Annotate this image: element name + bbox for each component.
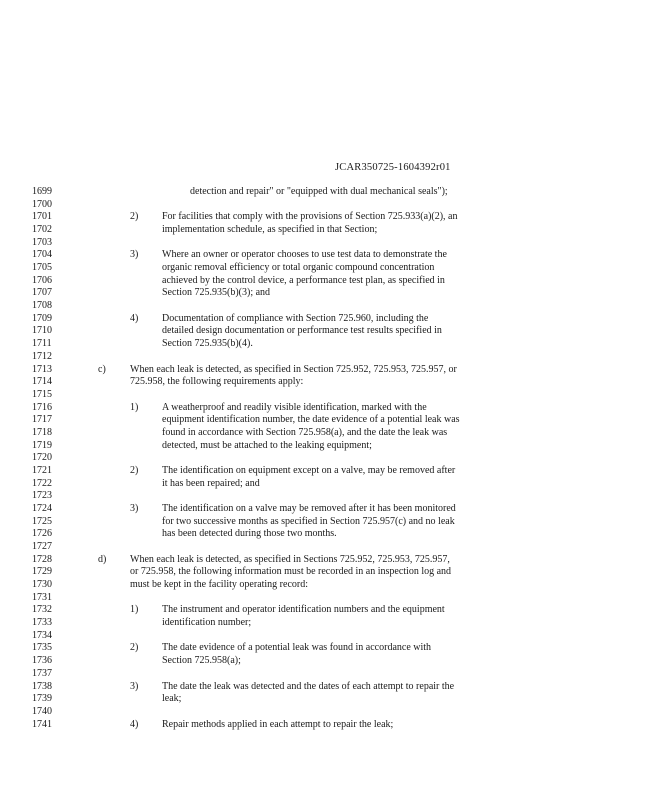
item-label: 2) [130,211,139,223]
line-number: 1729 [32,566,52,578]
text-line: A weatherproof and readily visible identification, marked with the [162,401,427,413]
line-number: 1701 [32,211,52,223]
text-line: has been detected during those two months. [162,528,337,540]
text-line: for two successive months as specified in Section 725.957(c) and no leak [162,515,455,527]
line-number: 1730 [32,579,52,591]
line-number: 1720 [32,452,52,464]
line-number: 1714 [32,376,52,388]
text-line: must be kept in the facility operating record: [130,579,308,591]
line-number: 1706 [32,274,52,286]
line-number: 1700 [32,198,52,210]
line-number: 1702 [32,224,52,236]
line-number: 1721 [32,464,52,476]
text-line: The date the leak was detected and the dates of each attempt to repair the [162,680,455,692]
line-number: 1699 [32,186,52,197]
line-number: 1737 [32,667,52,679]
item-label: 2) [130,464,139,476]
text-line: Repair methods applied in each attempt to repair the leak; [162,718,394,730]
line-number: 1705 [32,262,52,274]
line-number: 1735 [32,642,52,654]
line-number: 1708 [32,300,52,312]
text-line: The identification on a valve may be removed after it has been monitored [162,503,456,514]
text-line: Documentation of compliance with Section 725.960, including the [162,312,429,324]
line-number: 1713 [32,363,52,375]
line-number: 1707 [32,287,52,299]
text-line: 725.958, the following requirements apply: [130,376,304,388]
text-line: Section 725.935(b)(4). [162,338,253,350]
item-label: 4) [130,312,139,324]
text-line: it has been repaired; and [162,477,260,489]
line-number: 1728 [32,553,52,565]
line-number: 1739 [32,693,52,705]
line-number: 1733 [32,617,52,629]
line-number: 1723 [32,490,52,502]
text-line: identification number; [162,617,252,629]
item-label: d) [98,553,107,565]
text-line: implementation schedule, as specified in that Section; [162,224,378,236]
line-number: 1704 [32,249,52,261]
line-number: 1703 [32,236,52,248]
line-number: 1712 [32,350,52,362]
text-line: When each leak is detected, as specified in Sections 725.952, 725.953, 725.957, [130,553,450,565]
text-line: The date evidence of a potential leak was found in accordance with [162,642,432,654]
item-label: 3) [130,680,139,692]
text-line: or 725.958, the following information must be recorded in an inspection log and [130,566,452,578]
line-number: 1710 [32,325,52,337]
line-number: 1738 [32,680,52,692]
line-number: 1726 [32,528,52,540]
item-label: 2) [130,642,139,654]
item-label: 4) [130,718,139,730]
line-number: 1727 [32,541,52,553]
line-number: 1719 [32,439,52,451]
line-number: 1732 [32,604,52,616]
text-line: achieved by the control device, a performance test plan, as specified in [162,274,445,286]
line-number: 1716 [32,401,52,413]
item-label: 3) [130,249,139,261]
text-line: For facilities that comply with the provisions of Section 725.933(a)(2), an [162,211,458,223]
text-line: When each leak is detected, as specified in Section 725.952, 725.953, 725.957, or [130,363,457,375]
line-number: 1709 [32,312,52,324]
text-line: equipment identification number, the date evidence of a potential leak was [162,414,460,426]
item-label: c) [98,363,106,375]
line-number: 1725 [32,515,52,527]
line-number: 1715 [32,388,52,400]
text-line: Section 725.958(a); [162,655,241,667]
text-line: found in accordance with Section 725.958(a), and the date the leak was [162,426,448,438]
text-line: organic removal efficiency or total organic compound concentration [162,262,435,274]
line-number: 1736 [32,655,52,667]
line-number: 1741 [32,718,52,730]
line-number: 1718 [32,426,52,438]
text-line: The instrument and operator identification numbers and the equipment [162,604,445,616]
text-line: detection and repair" or "equipped with dual mechanical seals"); [190,186,448,197]
text-line: detailed design documentation or performance test results specified in [162,325,442,337]
line-number: 1711 [32,338,52,350]
item-label: 1) [130,401,139,413]
text-line: leak; [162,693,182,705]
text-line: Where an owner or operator chooses to use test data to demonstrate the [162,249,447,261]
line-number: 1734 [32,629,52,641]
document-header-code: JCAR350725-1604392r01 [335,162,451,173]
line-number: 1731 [32,591,52,603]
item-label: 1) [130,604,139,616]
line-number: 1740 [32,705,52,717]
text-line: Section 725.935(b)(3); and [162,287,271,299]
text-line: detected, must be attached to the leaking equipment; [162,439,372,451]
line-number: 1724 [32,503,52,514]
item-label: 3) [130,503,139,514]
text-line: The identification on equipment except on a valve, may be removed after [162,464,456,476]
line-number: 1722 [32,477,52,489]
line-number: 1717 [32,414,52,426]
